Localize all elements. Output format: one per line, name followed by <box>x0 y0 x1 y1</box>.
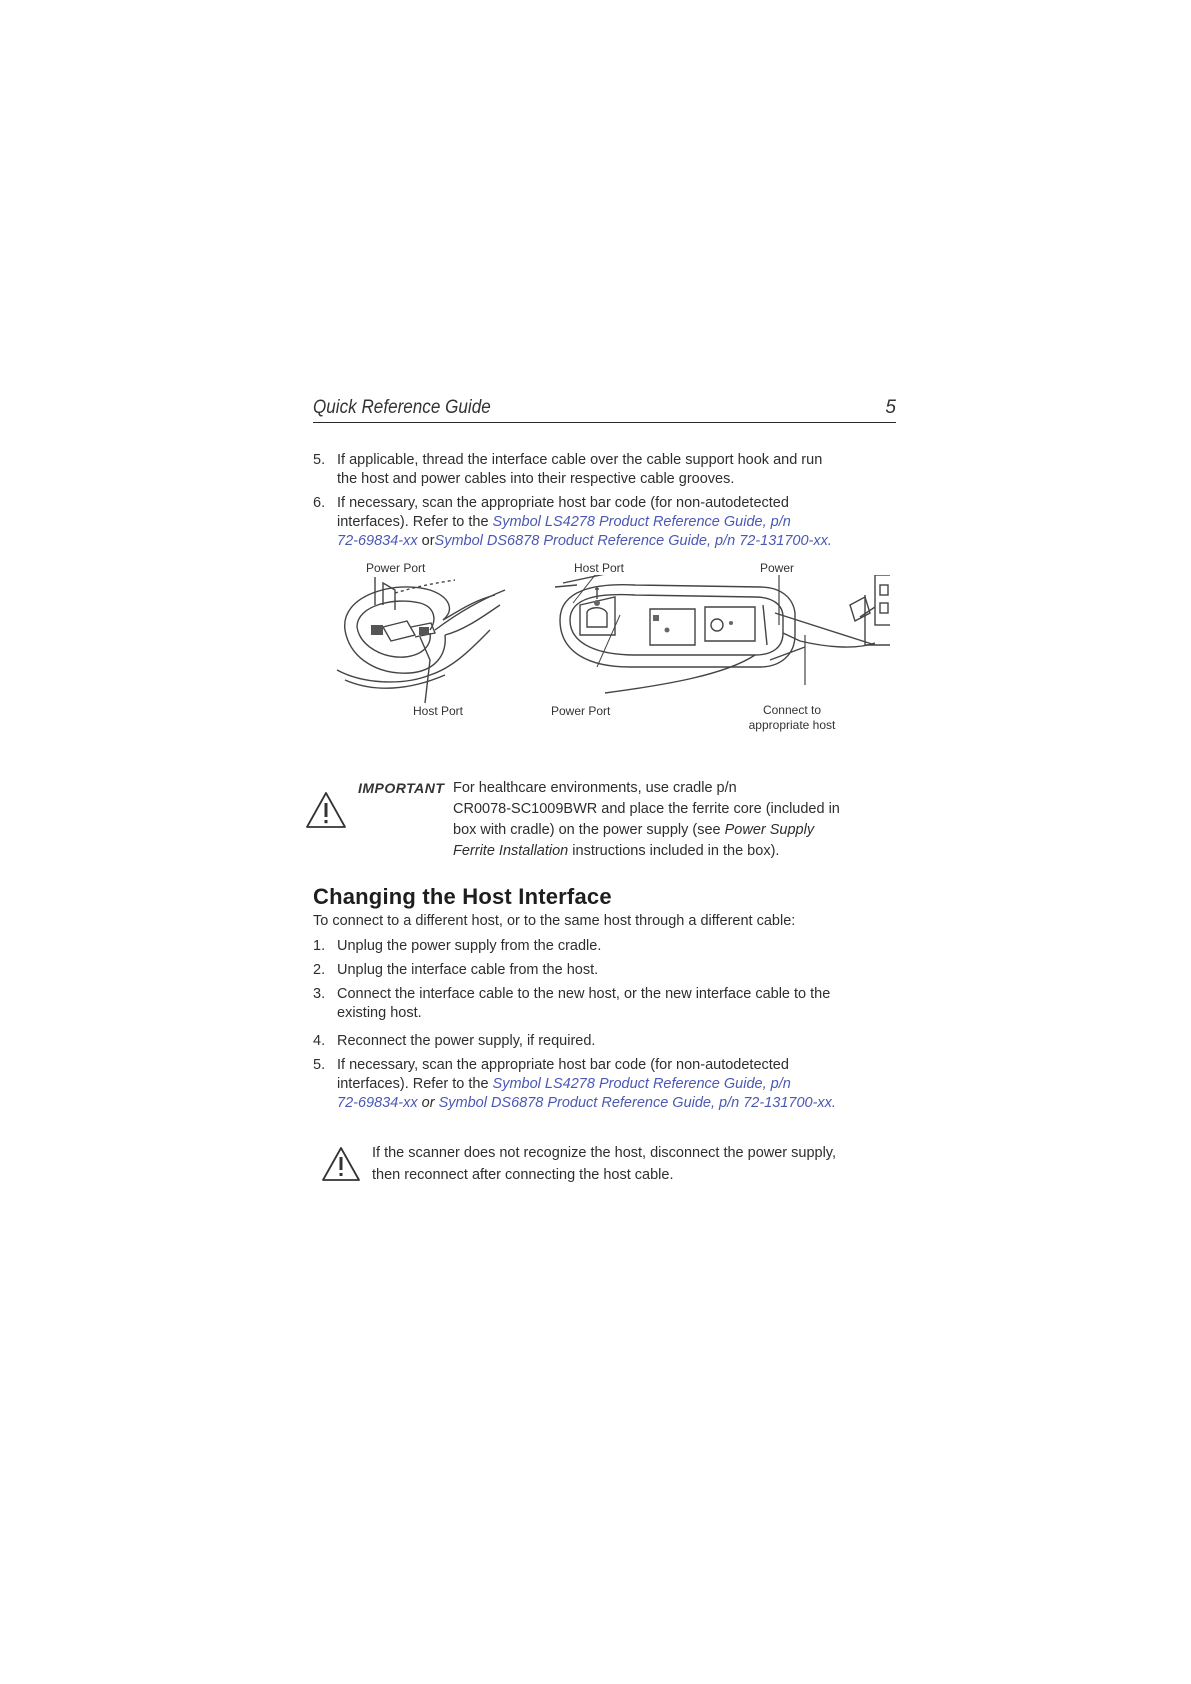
reference-link[interactable]: Symbol LS4278 Product Reference Guide, p/n <box>492 514 791 530</box>
reference-link[interactable]: Symbol DS6878 Product Reference Guide, p/n 72-131700-xx. <box>434 533 832 549</box>
label-power-port-left: Power Port <box>366 561 426 575</box>
label-power-port-right: Power Port <box>551 704 611 718</box>
label-host-port-right: Host Port <box>574 561 625 575</box>
label-power-right: Power <box>760 561 795 575</box>
reference-link[interactable]: 72-69834-xx <box>337 1095 418 1111</box>
important-note <box>300 776 900 876</box>
reference-link[interactable]: Symbol DS6878 Product Reference Guide, p/n 72-131700-xx. <box>438 1095 836 1111</box>
section-heading: Changing the Host Interface <box>313 884 612 909</box>
list-item: 5. If necessary, scan the appropriate host bar code (for non-autodetected interfaces). Refer to the Symbol LS4278 Product Reference Guide, p/n 72-69834-xx or Symbol DS6878 Product Reference Guide, p/n 72-131700-xx. <box>313 1057 836 1111</box>
list-item: 3. Connect the interface cable to the new host, or the new interface cable to the existing host. <box>313 986 831 1021</box>
cradle-underside-illustration <box>555 575 890 705</box>
section-intro: To connect to a different host, or to the same host through a different cable: <box>313 913 796 929</box>
warning-icon <box>304 790 348 830</box>
caution-text: If the scanner does not recognize the host, disconnect the power supply, then reconnect after connecting the host cable. <box>372 1145 837 1183</box>
reference-link[interactable]: Symbol LS4278 Product Reference Guide, p/n <box>492 1076 791 1092</box>
page-header <box>313 392 896 423</box>
list-item: 6. If necessary, scan the appropriate host bar code (for non-autodetected interfaces). Refer to the Symbol LS4278 Product Reference Guide, p/n 72-69834-xx orSymbol DS6878 Product Reference Guide, p/n 72-131700-xx. <box>313 495 832 549</box>
list-item: 4. Reconnect the power supply, if required. <box>313 1033 596 1049</box>
label-connect-to: Connect to appropriate host <box>748 703 836 732</box>
list-item: 2. Unplug the interface cable from the host. <box>313 962 599 978</box>
reference-link[interactable]: 72-69834-xx <box>337 533 418 549</box>
header-title: Quick Reference Guide <box>313 397 491 418</box>
caution-note <box>310 1142 910 1202</box>
cradle-port-illustration <box>335 575 510 705</box>
list-item: 1. Unplug the power supply from the cradle. <box>313 938 602 954</box>
list-item: 5. If applicable, thread the interface cable over the cable support hook and run the host and power cables into their respective cable grooves. <box>313 452 823 487</box>
label-host-port-left: Host Port <box>413 704 464 718</box>
page-number: 5 <box>885 397 896 418</box>
important-label: IMPORTANT <box>358 780 445 796</box>
important-text: For healthcare environments, use cradle p/n CR0078-SC1009BWR and place the ferrite core (included in box with cradle) on the power supply (see Power Supply Ferrite Installation instructions included in the box). <box>453 780 840 859</box>
warning-icon <box>320 1145 362 1183</box>
